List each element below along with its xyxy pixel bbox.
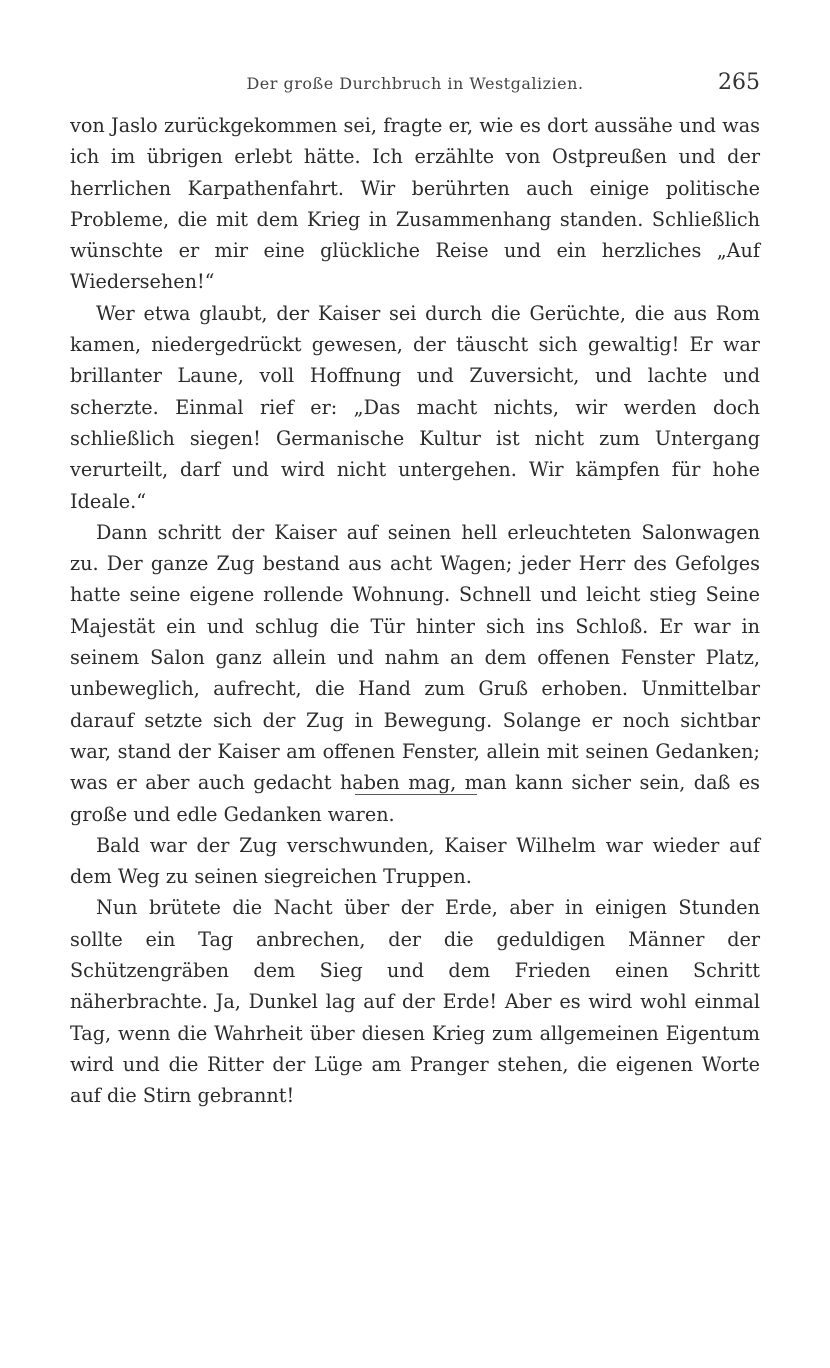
page-number: 265 [718, 70, 760, 95]
paragraph-continuation: von Jaslo zurückgekommen sei, fragte er, wie es dort aussähe und was ich im übrigen erlebt hätte. Ich erzählte von Ostpreußen und der herrlichen Karpathenfahrt. Wir berührten auch einige politische Probleme, die mit dem Krieg in Zusammenhang standen. Schließlich wünschte er mir eine glückliche Reise und ein herzliches „Auf Wiedersehen!“ [70, 114, 760, 294]
body-text [70, 110, 760, 1112]
paragraph: Nun brütete die Nacht über der Erde, aber in einigen Stunden sollte ein Tag anbrechen, der die geduldigen Männer der Schützengräben dem Sieg und dem Frieden einen Schritt näherbrachte. Ja, Dunkel lag auf der Erde! Aber es wird wohl einmal Tag, wenn die Wahrheit über diesen Krieg zum allgemeinen Eigentum wird und die Ritter der Lüge am Pranger stehen, die eigenen Worte auf die Stirn gebrannt! [70, 896, 760, 1108]
end-rule [355, 794, 477, 795]
paragraph: Dann schritt der Kaiser auf seinen hell erleuchteten Salonwagen zu. Der ganze Zug bestand aus acht Wagen; jeder Herr des Gefolges hatte seine eigene rollende Wohnung. Schnell und leicht stieg Seine Majestät ein und schlug die Tür hinter sich ins Schloß. Er war in seinem Salon ganz allein und nahm an dem offenen Fenster Platz, unbeweglich, aufrecht, die Hand zum Gruß erhoben. Unmittelbar darauf setzte sich der Zug in Bewegung. Solange er noch sichtbar war, stand der Kaiser am offenen Fenster, allein mit seinen Gedanken; was er aber auch gedacht haben mag, man kann sicher sein, daß es große und edle Gedanken waren. [70, 520, 760, 826]
paragraph: Bald war der Zug verschwunden, Kaiser Wilhelm war wieder auf dem Weg zu seinen siegreichen Truppen. [70, 833, 760, 889]
running-title: Der große Durchbruch in Westgalizien. [246, 74, 584, 93]
paragraph: Wer etwa glaubt, der Kaiser sei durch die Gerüchte, die aus Rom kamen, niedergedrückt gewesen, der täuscht sich gewaltig! Er war brillanter Laune, voll Hoffnung und Zuversicht, und lachte und scherzte. Einmal rief er: „Das macht nichts, wir werden doch schließlich siegen! Germanische Kultur ist nicht zum Untergang verurteilt, darf und wird nicht untergehen. Wir kämpfen für hohe Ideale.“ [70, 301, 760, 513]
running-head [70, 70, 760, 100]
